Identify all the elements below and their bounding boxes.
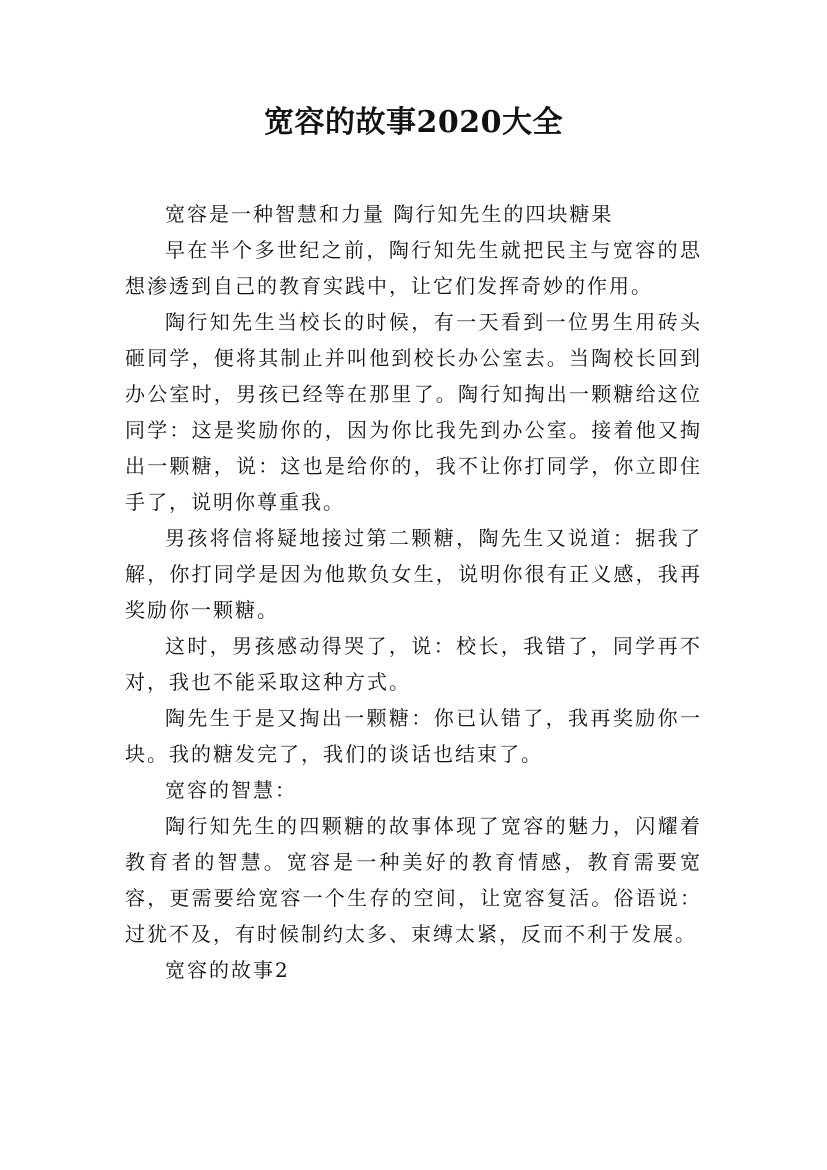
section-heading: 宽容的智慧： [165, 778, 297, 802]
paragraph-subtitle: 宽容是一种智慧和力量 陶行知先生的四块糖果 [165, 202, 614, 226]
paragraph: 这时，男孩感动得哭了，说：校长，我错了，同学再不对，我也不能采取这种方式。 [125, 634, 702, 694]
section-heading: 宽容的故事2 [165, 958, 290, 982]
paragraph: 陶行知先生的四颗糖的故事体现了宽容的魅力，闪耀着教育者的智慧。宽容是一种美好的教育情感，教育需要宽容，更需要给宽容一个生存的空间，让宽容复活。俗语说：过犹不及，有时候制约太多、束缚太紧，反而不利于发展。 [125, 814, 702, 946]
paragraph: 男孩将信将疑地接过第二颗糖，陶先生又说道：据我了解，你打同学是因为他欺负女生，说明你很有正义感，我再奖励你一颗糖。 [125, 526, 702, 622]
document-title: 宽容的故事2020大全 [264, 105, 563, 140]
paragraph: 陶先生于是又掏出一颗糖：你已认错了，我再奖励你一块。我的糖发完了，我们的谈话也结束了。 [125, 706, 702, 766]
paragraph: 早在半个多世纪之前，陶行知先生就把民主与宽容的思想渗透到自己的教育实践中，让它们发挥奇妙的作用。 [125, 238, 702, 298]
document-body [125, 196, 702, 988]
paragraph: 陶行知先生当校长的时候，有一天看到一位男生用砖头砸同学，便将其制止并叫他到校长办公室去。当陶校长回到办公室时，男孩已经等在那里了。陶行知掏出一颗糖给这位同学：这是奖励你的，因为你比我先到办公室。接着他又掏出一颗糖，说：这也是给你的，我不让你打同学，你立即住手了，说明你尊重我。 [125, 310, 702, 514]
